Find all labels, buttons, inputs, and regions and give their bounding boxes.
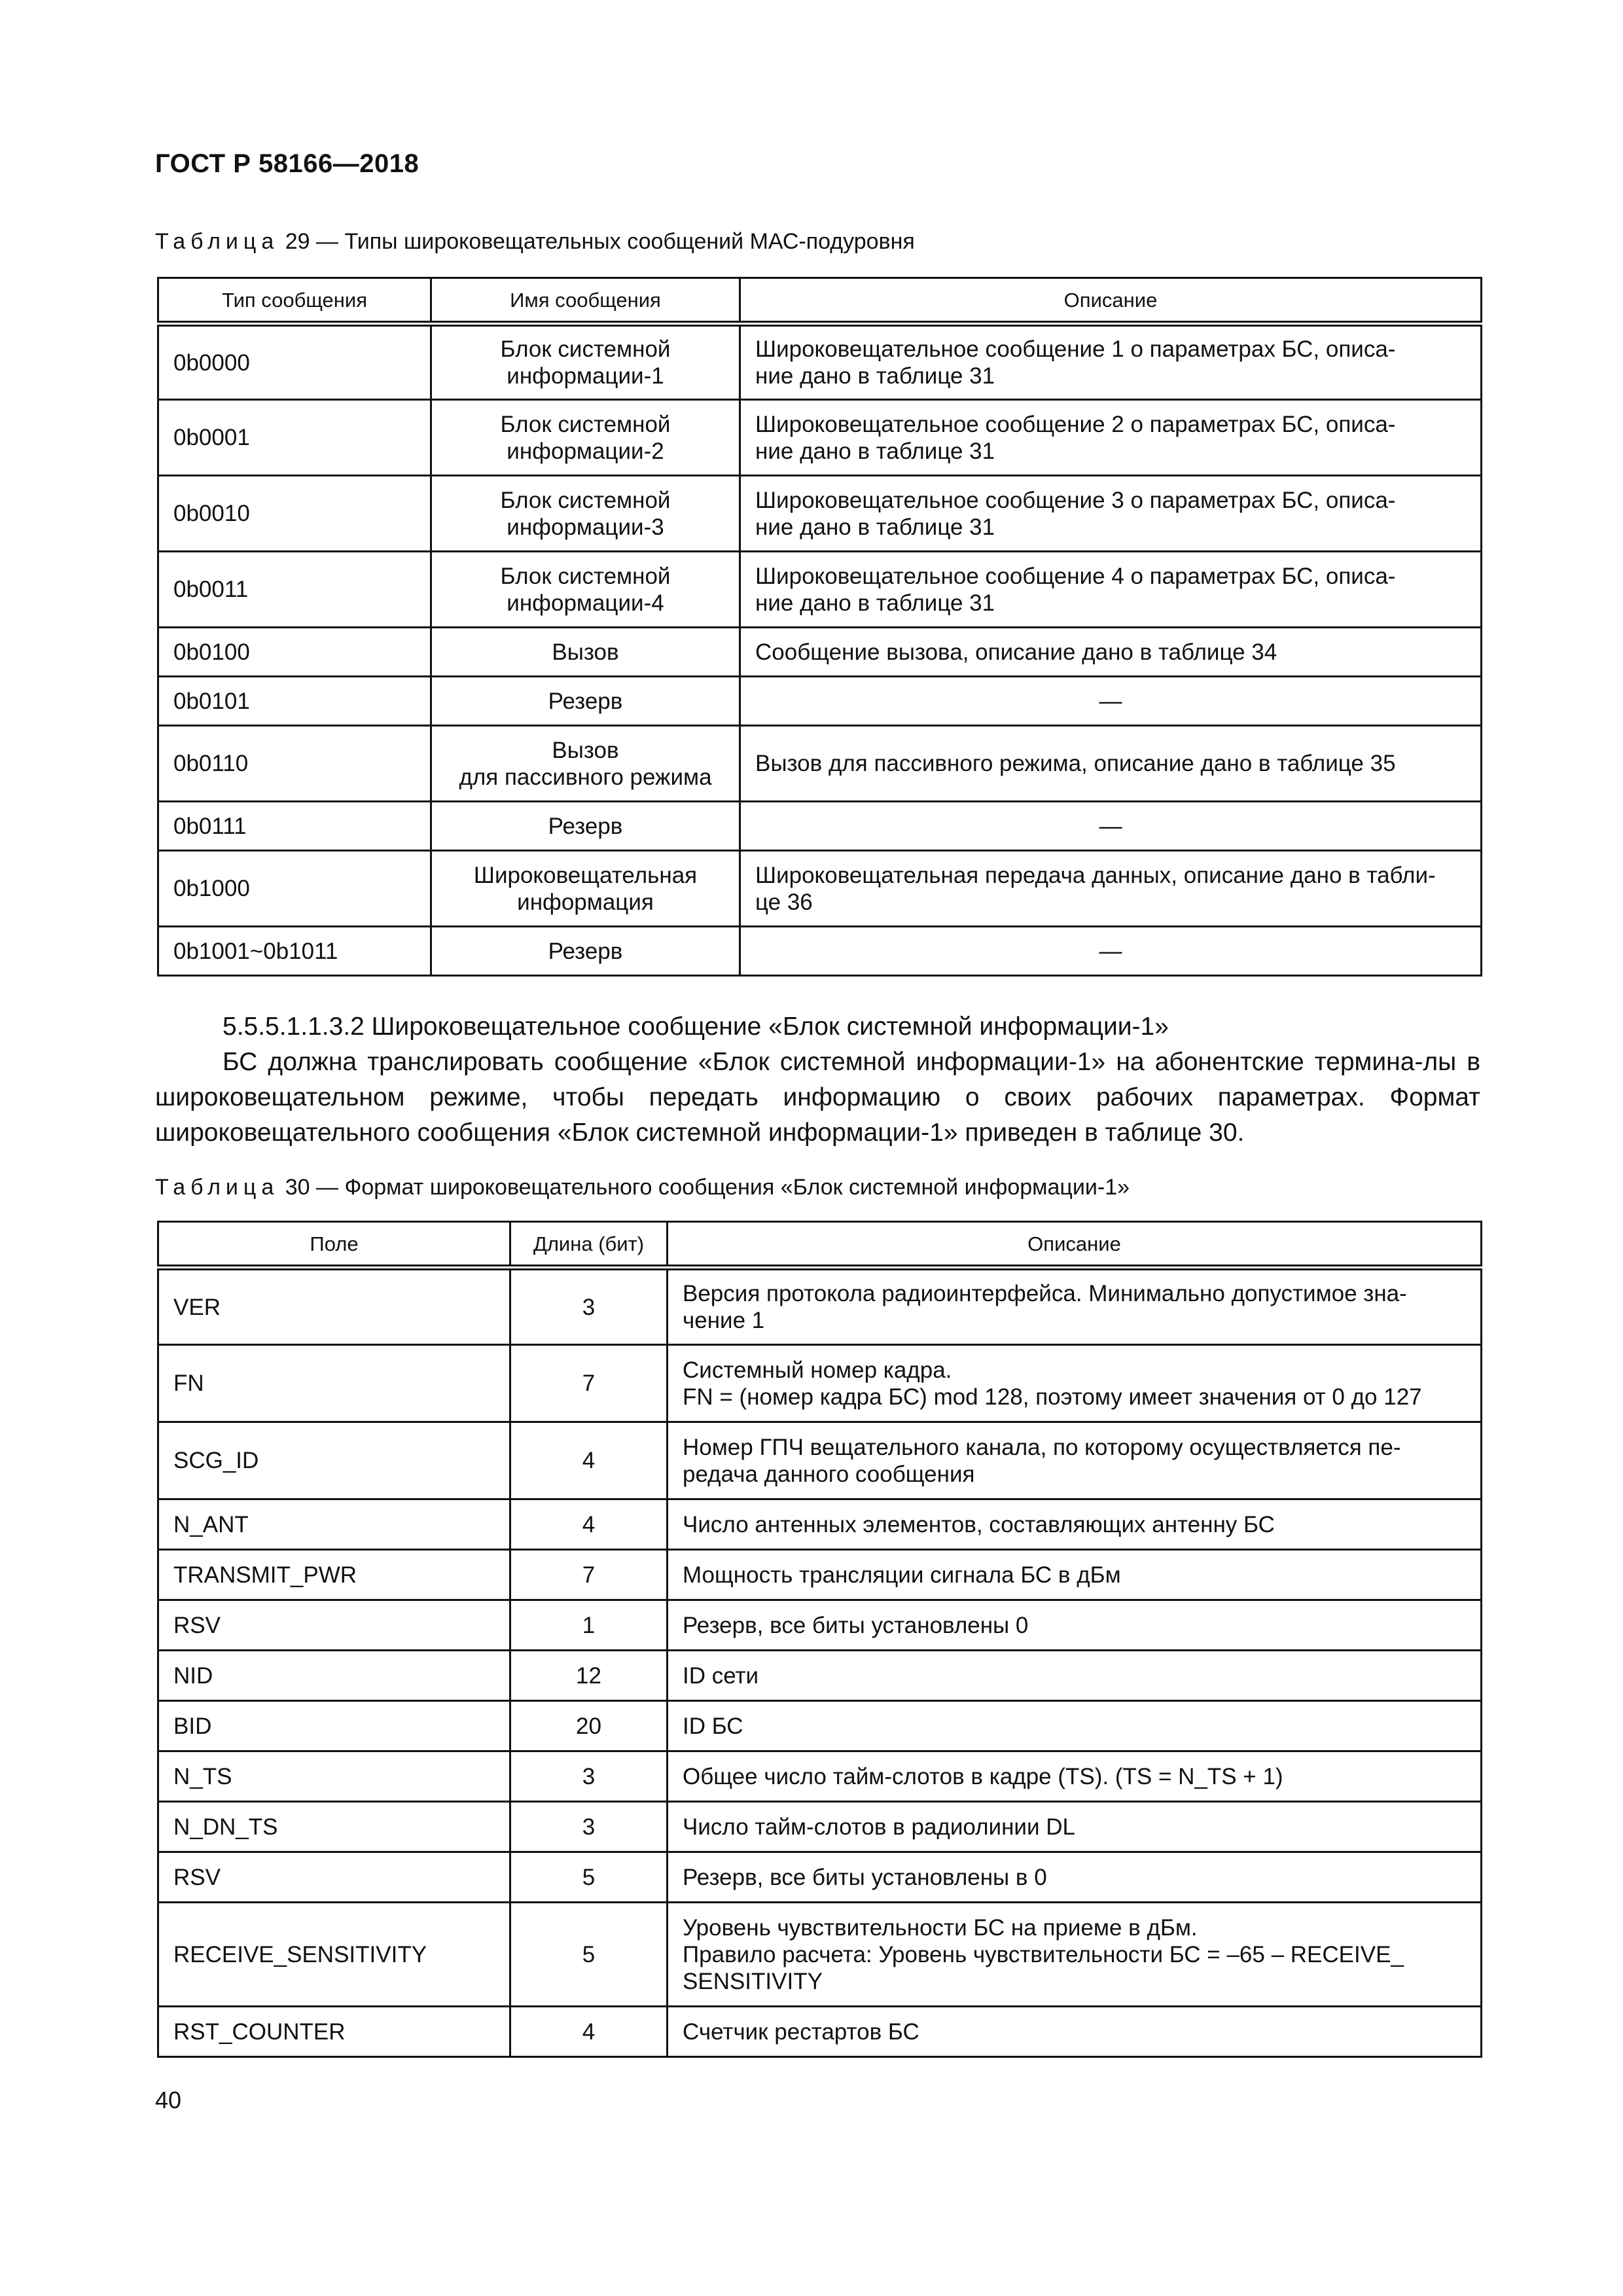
table-cell: Вызов bbox=[431, 628, 740, 677]
table-row bbox=[158, 2007, 1482, 2057]
table-cell: Широковещательное сообщение 1 о параметрах БС, описа- ние дано в таблице 31 bbox=[740, 324, 1482, 400]
column-header: Длина (бит) bbox=[510, 1222, 668, 1268]
document-header: ГОСТ Р 58166—2018 bbox=[155, 149, 419, 178]
table-cell: Счетчик рестартов БС bbox=[668, 2007, 1482, 2057]
table-cell: Широковещательная информация bbox=[431, 851, 740, 927]
table-cell: 0b0111 bbox=[158, 802, 431, 851]
table-cell: Широковещательная передача данных, описание дано в табли- це 36 bbox=[740, 851, 1482, 927]
table-row bbox=[158, 324, 1482, 400]
table-row bbox=[158, 802, 1482, 851]
table-header-row bbox=[158, 1222, 1482, 1268]
table-cell: 0b0011 bbox=[158, 552, 431, 628]
column-header: Описание bbox=[668, 1222, 1482, 1268]
table-row bbox=[158, 677, 1482, 726]
table-cell: 0b0010 bbox=[158, 476, 431, 552]
table-cell: 3 bbox=[510, 1268, 668, 1345]
table-cell: Широковещательное сообщение 3 о параметрах БС, описа- ние дано в таблице 31 bbox=[740, 476, 1482, 552]
section-paragraph: БС должна транслировать сообщение «Блок системной информации-1» на абонентские термина-лы в широковещательном режиме, чтобы передать информацию о своих рабочих параметрах. Формат широковещательного сообщения «Блок системной информации-1» приведен в таблице 30. bbox=[155, 1048, 1480, 1147]
table-cell: RST_COUNTER bbox=[158, 2007, 510, 2057]
table-cell: Блок системной информации-2 bbox=[431, 400, 740, 476]
table-row bbox=[158, 1903, 1482, 2007]
caption-prefix: Таблица bbox=[155, 1175, 279, 1200]
table-cell: NID bbox=[158, 1651, 510, 1701]
table-cell: 0b1001~0b1011 bbox=[158, 927, 431, 976]
table-cell: 0b0000 bbox=[158, 324, 431, 400]
table-cell: Резерв bbox=[431, 927, 740, 976]
table-row bbox=[158, 1499, 1482, 1550]
table-cell: Резерв, все биты установлены 0 bbox=[668, 1600, 1482, 1651]
table-cell: 0b0001 bbox=[158, 400, 431, 476]
table-30 bbox=[157, 1221, 1482, 2058]
table-cell: 4 bbox=[510, 2007, 668, 2057]
table-row bbox=[158, 1751, 1482, 1802]
table-row bbox=[158, 400, 1482, 476]
table-cell: Мощность трансляции сигнала БС в дБм bbox=[668, 1550, 1482, 1600]
table-cell: Число антенных элементов, составляющих антенну БС bbox=[668, 1499, 1482, 1550]
table-cell: 12 bbox=[510, 1651, 668, 1701]
caption-text: 30 — Формат широковещательного сообщения «Блок системной информации-1» bbox=[279, 1175, 1130, 1200]
table-cell: RSV bbox=[158, 1852, 510, 1903]
table-row bbox=[158, 851, 1482, 927]
column-header: Описание bbox=[740, 278, 1482, 324]
table-cell: — bbox=[740, 802, 1482, 851]
table-row bbox=[158, 476, 1482, 552]
table-30-caption bbox=[155, 1175, 1130, 1200]
table-cell: 5 bbox=[510, 1852, 668, 1903]
table-row bbox=[158, 1345, 1482, 1422]
table-row bbox=[158, 1422, 1482, 1499]
table-cell: 0b0110 bbox=[158, 726, 431, 802]
table-cell: Резерв, все биты установлены в 0 bbox=[668, 1852, 1482, 1903]
table-cell: — bbox=[740, 677, 1482, 726]
column-header: Имя сообщения bbox=[431, 278, 740, 324]
table-row bbox=[158, 1651, 1482, 1701]
section-text bbox=[155, 1009, 1480, 1151]
section-heading: 5.5.5.1.1.3.2 Широковещательное сообщение «Блок системной информации-1» bbox=[223, 1013, 1169, 1041]
table-29-caption bbox=[155, 229, 915, 255]
table-row bbox=[158, 1852, 1482, 1903]
table-cell: ID БС bbox=[668, 1701, 1482, 1751]
table-cell: 7 bbox=[510, 1345, 668, 1422]
table-cell: 0b0101 bbox=[158, 677, 431, 726]
table-cell: Широковещательное сообщение 2 о параметрах БС, описа- ние дано в таблице 31 bbox=[740, 400, 1482, 476]
table-cell: 3 bbox=[510, 1751, 668, 1802]
table-cell: Сообщение вызова, описание дано в таблице 34 bbox=[740, 628, 1482, 677]
table-header-row bbox=[158, 278, 1482, 324]
table-row bbox=[158, 726, 1482, 802]
table-cell: Блок системной информации-1 bbox=[431, 324, 740, 400]
table-cell: FN bbox=[158, 1345, 510, 1422]
table-29 bbox=[157, 277, 1482, 977]
table-cell: 0b1000 bbox=[158, 851, 431, 927]
table-row bbox=[158, 1701, 1482, 1751]
table-row bbox=[158, 1268, 1482, 1345]
table-row bbox=[158, 1600, 1482, 1651]
table-cell: 3 bbox=[510, 1802, 668, 1852]
table-cell: ID сети bbox=[668, 1651, 1482, 1701]
table-cell: RECEIVE_SENSITIVITY bbox=[158, 1903, 510, 2007]
table-cell: 5 bbox=[510, 1903, 668, 2007]
table-row bbox=[158, 1550, 1482, 1600]
table-row bbox=[158, 1802, 1482, 1852]
table-cell: 4 bbox=[510, 1499, 668, 1550]
table-row bbox=[158, 927, 1482, 976]
page-number: 40 bbox=[155, 2087, 182, 2113]
column-header: Тип сообщения bbox=[158, 278, 431, 324]
table-cell: VER bbox=[158, 1268, 510, 1345]
table-cell: Вызов для пассивного режима, описание дано в таблице 35 bbox=[740, 726, 1482, 802]
caption-prefix: Таблица bbox=[155, 229, 279, 254]
table-cell: 4 bbox=[510, 1422, 668, 1499]
table-cell: Общее число тайм-слотов в кадре (TS). (TS = N_TS + 1) bbox=[668, 1751, 1482, 1802]
table-cell: 1 bbox=[510, 1600, 668, 1651]
table-cell: RSV bbox=[158, 1600, 510, 1651]
table-cell: Широковещательное сообщение 4 о параметрах БС, описа- ние дано в таблице 31 bbox=[740, 552, 1482, 628]
table-cell: TRANSMIT_PWR bbox=[158, 1550, 510, 1600]
table-cell: Резерв bbox=[431, 802, 740, 851]
table-cell: SCG_ID bbox=[158, 1422, 510, 1499]
table-row bbox=[158, 552, 1482, 628]
table-cell: 20 bbox=[510, 1701, 668, 1751]
table-cell: Номер ГПЧ вещательного канала, по которому осуществляется пе- редача данного сообщения bbox=[668, 1422, 1482, 1499]
table-cell: BID bbox=[158, 1701, 510, 1751]
table-cell: — bbox=[740, 927, 1482, 976]
table-cell: Число тайм-слотов в радиолинии DL bbox=[668, 1802, 1482, 1852]
table-cell: N_ANT bbox=[158, 1499, 510, 1550]
table-cell: Системный номер кадра. FN = (номер кадра БС) mod 128, поэтому имеет значения от 0 до 127 bbox=[668, 1345, 1482, 1422]
table-cell: Блок системной информации-4 bbox=[431, 552, 740, 628]
table-cell: N_TS bbox=[158, 1751, 510, 1802]
table-cell: Версия протокола радиоинтерфейса. Минимально допустимое зна- чение 1 bbox=[668, 1268, 1482, 1345]
table-cell: 0b0100 bbox=[158, 628, 431, 677]
table-cell: Резерв bbox=[431, 677, 740, 726]
table-cell: Вызов для пассивного режима bbox=[431, 726, 740, 802]
caption-text: 29 — Типы широковещательных сообщений МАС-подуровня bbox=[279, 229, 915, 254]
table-cell: Блок системной информации-3 bbox=[431, 476, 740, 552]
table-cell: 7 bbox=[510, 1550, 668, 1600]
table-row bbox=[158, 628, 1482, 677]
table-cell: N_DN_TS bbox=[158, 1802, 510, 1852]
table-cell: Уровень чувствительности БС на приеме в дБм. Правило расчета: Уровень чувствительности БС = –65 – RECEIVE_ SENSITIVITY bbox=[668, 1903, 1482, 2007]
column-header: Поле bbox=[158, 1222, 510, 1268]
